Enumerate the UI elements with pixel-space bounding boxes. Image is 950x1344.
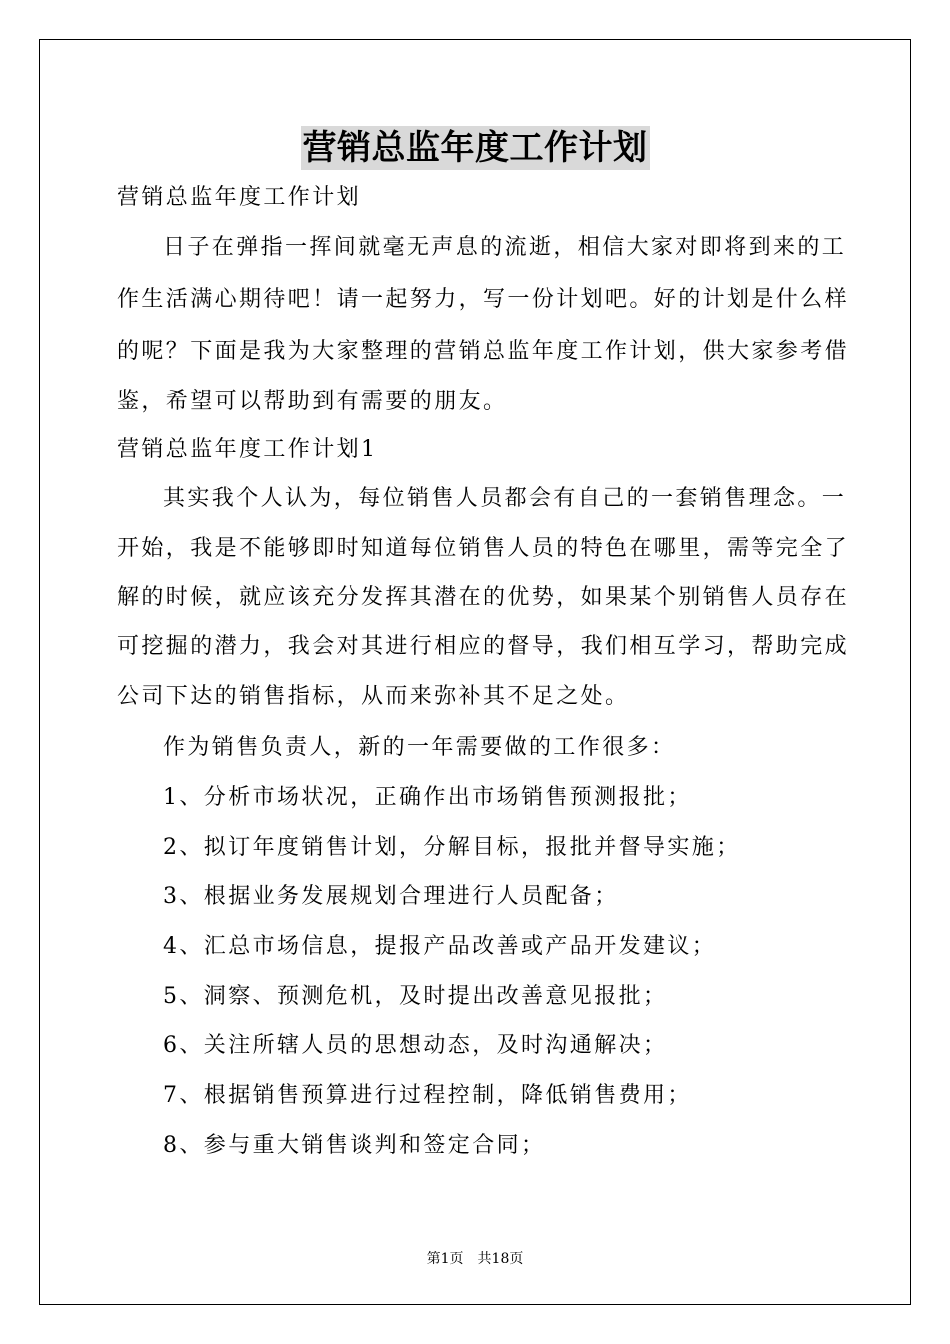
page-footer: 第1页 共18页 (426, 1251, 524, 1267)
body-line: 其实我个人认为，每位销售人员都会有自己的一套销售理念。一 (163, 486, 847, 511)
list-item: 2、拟订年度销售计划，分解目标，报批并督导实施； (163, 835, 741, 860)
intro-line: 鉴，希望可以帮助到有需要的朋友。 (117, 389, 508, 414)
body-line: 公司下达的销售指标，从而来弥补其不足之处。 (117, 684, 630, 709)
list-item: 4、汇总市场信息，提报产品改善或产品开发建议； (163, 934, 717, 959)
intro-line: 日子在弹指一挥间就毫无声息的流逝，相信大家对即将到来的工 (163, 235, 847, 260)
body-line: 可挖掘的潜力，我会对其进行相应的督导，我们相互学习，帮助完成 (117, 634, 850, 659)
list-intro: 作为销售负责人，新的一年需要做的工作很多： (163, 735, 676, 760)
list-item: 7、根据销售预算进行过程控制，降低销售费用； (163, 1083, 692, 1108)
page-border (39, 39, 911, 1305)
list-item: 3、根据业务发展规划合理进行人员配备； (163, 884, 619, 909)
section-heading: 营销总监年度工作计划1 (117, 437, 378, 462)
list-item: 6、关注所辖人员的思想动态，及时沟通解决； (163, 1033, 668, 1058)
title-container (0, 126, 950, 170)
list-item: 5、洞察、预测危机，及时提出改善意见报批； (163, 984, 668, 1009)
document-title: 营销总监年度工作计划 (302, 128, 648, 168)
list-item: 8、参与重大销售谈判和签定合同； (163, 1133, 546, 1158)
list-item: 1、分析市场状况，正确作出市场销售预测报批； (163, 785, 692, 810)
intro-line: 的呢？下面是我为大家整理的营销总监年度工作计划，供大家参考借 (117, 339, 850, 364)
body-line: 开始，我是不能够即时知道每位销售人员的特色在哪里，需等完全了 (117, 536, 850, 561)
document-subtitle: 营销总监年度工作计划 (117, 185, 362, 210)
body-line: 解的时候，就应该充分发挥其潜在的优势，如果某个别销售人员存在 (117, 585, 850, 610)
intro-line: 作生活满心期待吧！请一起努力，写一份计划吧。好的计划是什么样 (117, 287, 850, 312)
